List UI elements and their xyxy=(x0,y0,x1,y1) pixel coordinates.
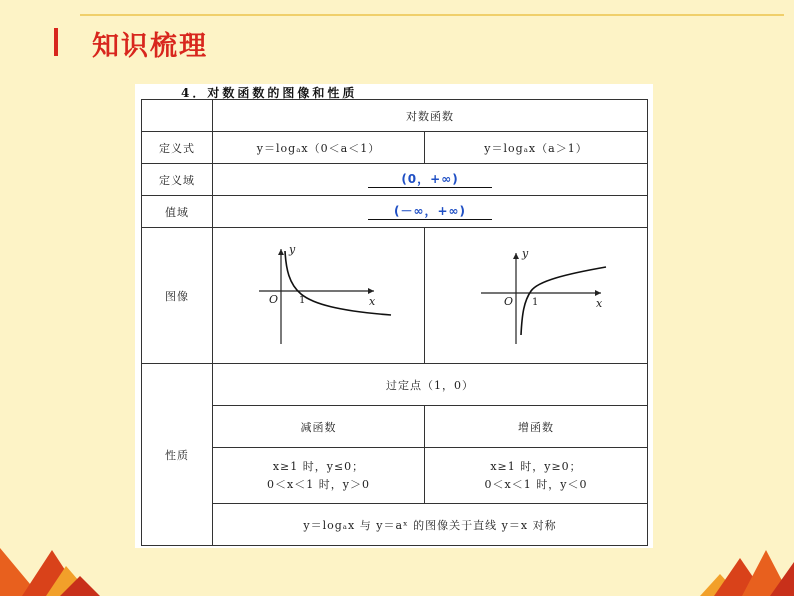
x-axis-arrow xyxy=(595,290,601,296)
domain-cell xyxy=(213,164,648,196)
table-row xyxy=(142,448,648,504)
tick-label: 1 xyxy=(532,297,540,308)
decreasing-log-graph xyxy=(219,239,419,349)
table-row xyxy=(142,228,648,364)
sign-right-line-2: 0＜x＜1 时，y＜0 xyxy=(484,477,588,491)
graph-left-cell xyxy=(213,228,425,364)
table-row xyxy=(142,100,648,132)
sign-left-line-2: 0＜x＜1 时，y＞0 xyxy=(267,477,370,491)
sign-right-cell xyxy=(425,448,648,504)
table-row xyxy=(142,406,648,448)
row-label: 值域 xyxy=(142,196,213,228)
top-divider xyxy=(80,14,784,16)
monotonic-right: 增函数 xyxy=(425,406,648,448)
symmetry-cell: y＝logₐx 与 y＝aˣ 的图像关于直线 y＝x 对称 xyxy=(213,504,648,546)
axis-label-x: x xyxy=(368,295,376,308)
origin-label: O xyxy=(268,293,279,306)
y-axis-arrow xyxy=(278,249,284,255)
fixed-point-cell: 过定点（1，0） xyxy=(213,364,648,406)
graph-right-cell xyxy=(425,228,648,364)
y-axis-arrow xyxy=(513,253,519,259)
increasing-log-graph xyxy=(436,239,636,349)
textbook-excerpt xyxy=(135,84,653,548)
title-accent-bar xyxy=(54,28,58,56)
decor-triangles-right xyxy=(690,528,794,596)
section-heading: 4．对数函数的图像和性质 xyxy=(181,86,358,100)
table-header: 对数函数 xyxy=(213,100,648,132)
sign-right-line-1: x≥1 时，y≥0； xyxy=(490,459,582,473)
tick-label: 1 xyxy=(298,295,306,306)
range-cell xyxy=(213,196,648,228)
origin-label: O xyxy=(504,295,515,308)
row-label: 定义域 xyxy=(142,164,213,196)
row-label: 性质 xyxy=(142,364,213,546)
table-row xyxy=(142,132,648,164)
axis-label-y: y xyxy=(522,247,530,260)
decor-triangles-left xyxy=(0,528,110,596)
axis-label-y: y xyxy=(288,243,296,256)
row-label: 图像 xyxy=(142,228,213,364)
axis-label-x: x xyxy=(596,297,604,310)
table-row xyxy=(142,196,648,228)
table-row xyxy=(142,504,648,546)
monotonic-left: 减函数 xyxy=(213,406,425,448)
table-row xyxy=(142,164,648,196)
sign-left-cell xyxy=(213,448,425,504)
sign-left-line-1: x≥1 时，y≤0； xyxy=(272,459,365,473)
domain-answer: (0，+∞) xyxy=(368,171,492,188)
formula-left: y＝logₐx（0＜a＜1） xyxy=(213,132,425,164)
log-function-table xyxy=(141,99,648,546)
row-label: 定义式 xyxy=(142,132,213,164)
slide-title: 知识梳理 xyxy=(92,31,208,62)
table-row xyxy=(142,364,648,406)
formula-right: y＝logₐx（a＞1） xyxy=(425,132,648,164)
x-axis-arrow xyxy=(368,288,374,294)
range-answer: (－∞，+∞) xyxy=(368,203,492,220)
table-corner xyxy=(142,100,213,132)
